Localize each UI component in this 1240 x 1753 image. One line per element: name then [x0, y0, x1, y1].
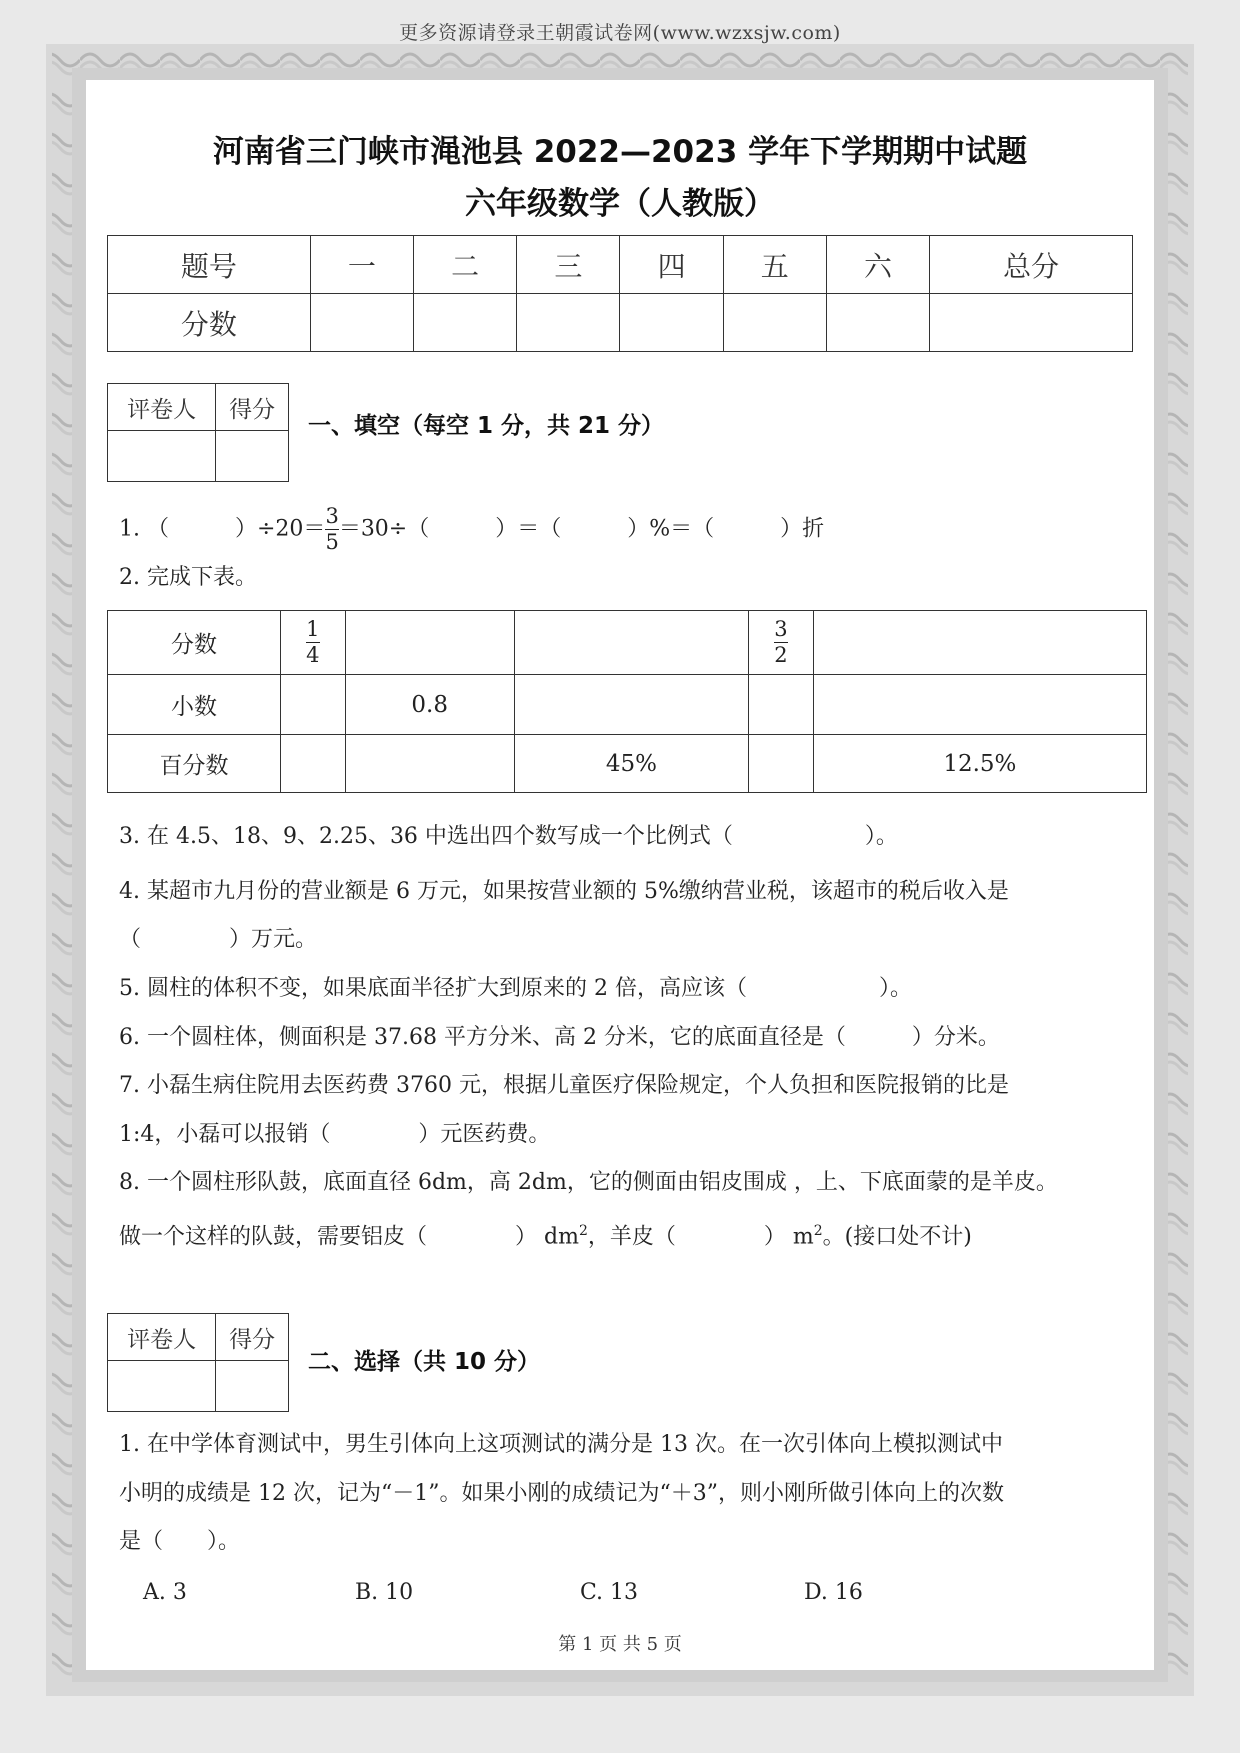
- fraction: [306, 619, 319, 666]
- score-header-cell: 四: [620, 236, 723, 294]
- question-text: 。(接口处不计): [822, 1224, 972, 1250]
- question-5: 5. 圆柱的体积不变，如果底面半径扩大到原来的 2 倍，高应该（ ）。: [119, 976, 912, 1001]
- score-cell[interactable]: [930, 294, 1133, 352]
- question-text: 做一个这样的队鼓，需要铝皮（ ） dm: [119, 1224, 579, 1250]
- mc-question-1-line3: 是（ ）。: [119, 1529, 241, 1554]
- option-d[interactable]: D. 16: [804, 1580, 863, 1605]
- question-7-line1: 7. 小磊生病住院用去医药费 3760 元，根据儿童医疗保险规定，个人负担和医院报销的比是: [119, 1073, 1009, 1098]
- section-heading: 二、选择（共 10 分）: [308, 1349, 541, 1375]
- question-8-line1: 8. 一个圆柱形队鼓，底面直径 6dm，高 2dm，它的侧面由铝皮围成 ，上、下底面蒙的是羊皮。: [119, 1170, 1058, 1195]
- question-7-line2: 1:4，小磊可以报销（ ）元医药费。: [119, 1122, 551, 1147]
- table-cell[interactable]: [345, 735, 514, 793]
- question-6: 6. 一个圆柱体，侧面积是 37.68 平方分米、高 2 分米，它的底面直径是（ ）分米。: [119, 1025, 1000, 1050]
- table-cell[interactable]: [281, 735, 346, 793]
- question-3: 3. 在 4.5、18、9、2.25、36 中选出四个数写成一个比例式（ ）。: [119, 824, 898, 849]
- score-row-label: 分数: [108, 294, 311, 352]
- grader-cell[interactable]: [108, 431, 216, 482]
- option-b[interactable]: B. 10: [355, 1580, 414, 1605]
- table-row: [108, 735, 1147, 793]
- table-row: [108, 611, 1147, 675]
- row-label: 分数: [108, 611, 281, 675]
- fraction-numerator: 3: [774, 617, 788, 641]
- question-8-line2: [119, 1216, 972, 1252]
- score-cell[interactable]: [517, 294, 620, 352]
- fraction-denominator: 4: [306, 643, 320, 667]
- fraction-numerator: 1: [306, 617, 320, 641]
- question-4-line2: （ ）万元。: [119, 927, 318, 952]
- fraction: [774, 619, 787, 666]
- row-label: 百分数: [108, 735, 281, 793]
- fraction-numerator: 3: [325, 504, 339, 528]
- grader-score-cell[interactable]: [216, 1361, 289, 1412]
- option-c[interactable]: C. 13: [580, 1580, 639, 1605]
- fraction: [325, 506, 338, 553]
- score-header-cell: 二: [414, 236, 517, 294]
- superscript: 2: [578, 1223, 588, 1239]
- question-text: ，羊皮（ ） m: [587, 1224, 814, 1250]
- section-heading: 一、填空（每空 1 分，共 21 分）: [308, 413, 665, 439]
- superscript: 2: [813, 1223, 823, 1239]
- score-label: 得分: [216, 1314, 289, 1361]
- header-note: 更多资源请登录王朝霞试卷网(www.wzxsjw.com): [399, 22, 841, 44]
- conversion-table: [107, 610, 1147, 793]
- fraction-denominator: 5: [325, 530, 339, 554]
- score-header-cell: 六: [826, 236, 929, 294]
- score-cell[interactable]: [310, 294, 413, 352]
- fraction-denominator: 2: [774, 643, 788, 667]
- score-cell[interactable]: [826, 294, 929, 352]
- table-cell[interactable]: [749, 611, 814, 675]
- question-2: 2. 完成下表。: [119, 565, 257, 590]
- score-cell[interactable]: [620, 294, 723, 352]
- score-header-cell: 三: [517, 236, 620, 294]
- table-cell[interactable]: [281, 675, 346, 735]
- score-label: 得分: [216, 384, 289, 431]
- score-header-cell: 一: [310, 236, 413, 294]
- score-table: [107, 235, 1133, 352]
- question-4-line1: 4. 某超市九月份的营业额是 6 万元，如果按营业额的 5%缴纳营业税，该超市的税后收入是: [119, 879, 1009, 904]
- score-header-cell: 五: [723, 236, 826, 294]
- question-number: 1.: [119, 516, 140, 542]
- table-cell[interactable]: [749, 675, 814, 735]
- grader-box: [107, 383, 289, 482]
- table-cell[interactable]: [281, 611, 346, 675]
- score-cell[interactable]: [414, 294, 517, 352]
- question-text: ＝30÷（ ）＝（ ）%＝（ ）折: [338, 516, 825, 542]
- table-cell[interactable]: [813, 675, 1146, 735]
- score-header-cell: 题号: [108, 236, 311, 294]
- table-cell[interactable]: [514, 611, 748, 675]
- grader-label: 评卷人: [108, 384, 216, 431]
- question-text: （ ）÷20＝: [147, 516, 326, 542]
- mc-question-1-line1: 1. 在中学体育测试中，男生引体向上这项测试的满分是 13 次。在一次引体向上模拟测试中: [119, 1432, 1003, 1457]
- table-cell[interactable]: 45%: [514, 735, 748, 793]
- grader-label: 评卷人: [108, 1314, 216, 1361]
- grader-cell[interactable]: [108, 1361, 216, 1412]
- grader-box: [107, 1313, 289, 1412]
- table-cell[interactable]: [345, 611, 514, 675]
- table-cell[interactable]: [813, 611, 1146, 675]
- table-row: [108, 675, 1147, 735]
- question-1: [119, 506, 824, 553]
- exam-title: 河南省三门峡市渑池县 2022—2023 学年下学期期中试题: [212, 134, 1028, 170]
- score-table-header-row: [108, 236, 1133, 294]
- grader-score-cell[interactable]: [216, 431, 289, 482]
- mc-question-1-line2: 小明的成绩是 12 次，记为“－1”。如果小刚的成绩记为“＋3”，则小刚所做引体向上的次数: [119, 1481, 1004, 1506]
- table-cell[interactable]: 0.8: [345, 675, 514, 735]
- exam-subtitle: 六年级数学（人教版）: [465, 186, 775, 222]
- table-cell[interactable]: 12.5%: [813, 735, 1146, 793]
- score-table-value-row: [108, 294, 1133, 352]
- page-footer: 第 1 页 共 5 页: [558, 1634, 682, 1655]
- table-cell[interactable]: [749, 735, 814, 793]
- score-cell[interactable]: [723, 294, 826, 352]
- row-label: 小数: [108, 675, 281, 735]
- option-a[interactable]: A. 3: [143, 1580, 187, 1605]
- table-cell[interactable]: [514, 675, 748, 735]
- score-header-cell: 总分: [930, 236, 1133, 294]
